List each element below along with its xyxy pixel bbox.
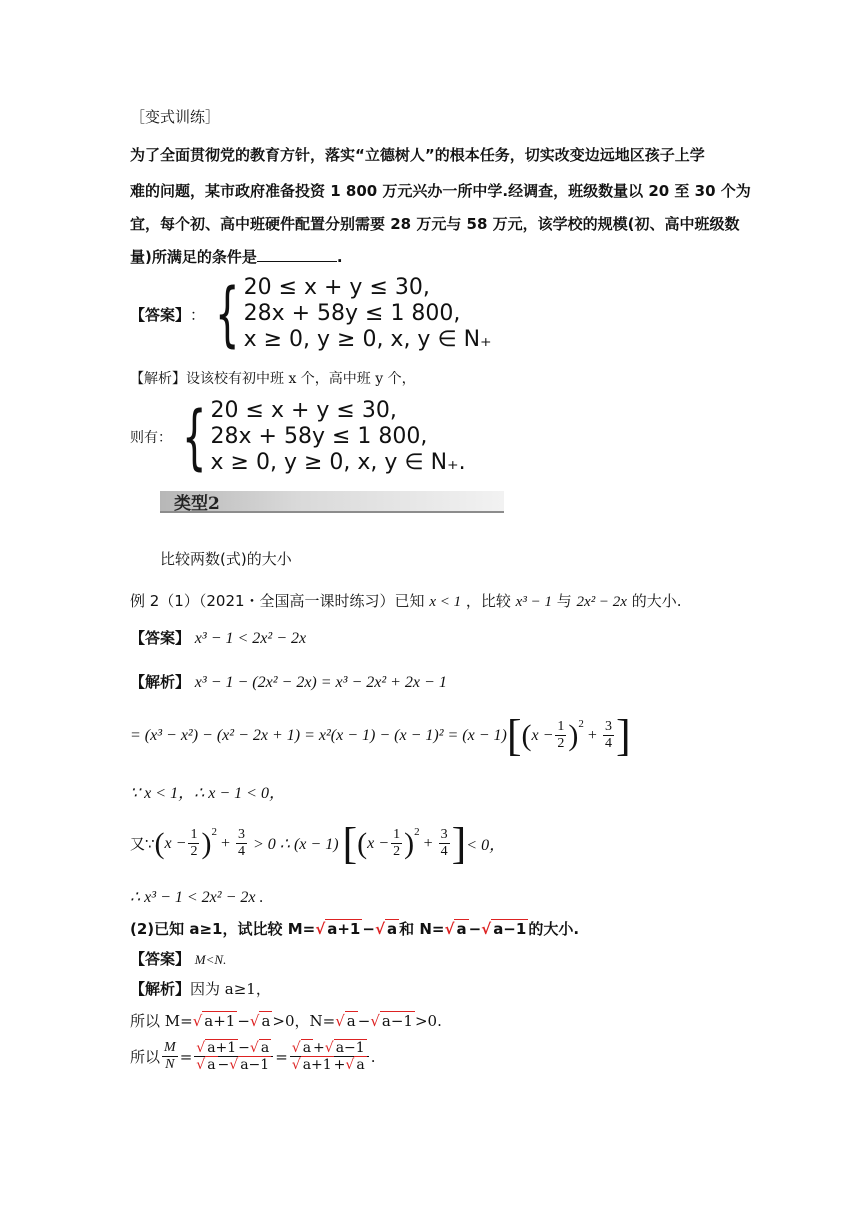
sqrt-icon: √ <box>315 920 326 938</box>
left-paren-icon: ( <box>521 718 532 752</box>
part2-so1 <box>130 1010 442 1031</box>
part2-question <box>130 918 579 939</box>
left-paren-icon: ( <box>154 826 165 860</box>
left-brace-icon: { <box>215 273 240 355</box>
example2-step1 <box>130 671 447 692</box>
right-bracket-icon: ] <box>615 711 631 760</box>
right-paren-icon: ) <box>201 826 212 860</box>
so1-h: a−1 <box>381 1012 413 1030</box>
part2-answer <box>130 948 226 969</box>
sqrt-icon: √ <box>291 1057 301 1073</box>
sqrt-icon: √ <box>196 1057 206 1073</box>
answer1-system <box>244 275 492 353</box>
part2-analysis <box>130 978 271 999</box>
example2-step1-expr: x³ − 1 − (2x² − 2x) = x³ − 2x² + 2x − 1 <box>194 674 447 691</box>
so1-d: a <box>261 1012 271 1030</box>
three-den: 4 <box>440 844 448 859</box>
frac2-den: √ a −√ a−1 <box>196 1057 270 1073</box>
section-title: ［变式训练］ <box>130 108 221 126</box>
third-fraction <box>290 1040 369 1073</box>
plus-sign: + <box>423 834 433 852</box>
analysis1-block <box>130 398 466 476</box>
example2-answer <box>130 627 306 648</box>
example2-mid2: 与 <box>556 592 572 610</box>
so1-a: 所以 M= <box>130 1012 193 1030</box>
sqrt-icon: √ <box>444 920 455 938</box>
example2-step4-mid: > 0 ∴ (x − 1) <box>252 835 339 853</box>
answer-blank <box>257 247 337 262</box>
so2-prefix: 所以 <box>130 1048 161 1066</box>
example2-analysis-label: 【解析】 <box>130 673 191 691</box>
part2-q-e: 和 N= <box>399 920 445 938</box>
frac1-den: N <box>165 1057 175 1072</box>
three-quarter-fraction <box>603 719 614 752</box>
problem-line-4-end: . <box>336 248 343 266</box>
answer1-colon: ： <box>190 305 206 324</box>
step4-x: x − <box>164 834 187 852</box>
square-exponent: 2 <box>578 718 584 730</box>
so1-c: − <box>237 1012 250 1030</box>
analysis1-prefix: 则有： <box>130 430 172 446</box>
half-fraction <box>188 827 199 860</box>
sqrt-icon: √ <box>249 1040 259 1056</box>
square-exponent: 2 <box>211 826 217 838</box>
analysis1-line: 【解析】设该校有初中班 x 个，高中班 y 个， <box>130 371 416 387</box>
answer1-label: 【答案】 <box>130 305 191 324</box>
frac3-den-a: a+1 <box>302 1057 332 1073</box>
three-quarter-fraction <box>236 827 247 860</box>
example2-step2-expr: = (x³ − x²) − (x² − 2x + 1) = x²(x − 1) − (x − 1)² = (x − 1) <box>130 726 507 744</box>
part2-q-c: − <box>362 920 375 938</box>
frac3-num-a: a <box>302 1040 312 1056</box>
subtopic-title: 比较两数(式)的大小 <box>160 550 292 568</box>
example2-step2-x: x − <box>531 726 554 744</box>
equals-sign: = <box>179 1047 193 1066</box>
example2-step2 <box>130 710 631 761</box>
sqrt-icon: √ <box>249 1012 260 1030</box>
so1-e: >0，N= <box>272 1012 336 1030</box>
right-paren-icon: ) <box>404 826 415 860</box>
part2-q-h: a−1 <box>493 920 527 938</box>
problem-line-3: 宜，每个初、高中班硬件配置分别需要 28 万元与 58 万元，该学校的规模(初、高中班级数 <box>130 215 740 233</box>
part2-so2 <box>130 1040 375 1073</box>
sqrt-icon: √ <box>192 1012 203 1030</box>
part2-q-g: − <box>468 920 482 938</box>
example2-suffix: 的大小. <box>631 592 682 610</box>
half-fraction <box>391 827 402 860</box>
half-den: 2 <box>557 736 565 751</box>
so1-g: − <box>357 1012 371 1030</box>
sqrt-icon: √ <box>345 1057 355 1073</box>
half-den: 2 <box>393 844 401 859</box>
plus-sign: + <box>587 726 597 744</box>
frac2-num: √ a+1 −√ a <box>194 1040 273 1057</box>
half-den: 2 <box>190 844 198 859</box>
three-den: 4 <box>604 736 612 751</box>
part2-analysis-text: 因为 a≥1， <box>190 980 271 998</box>
part2-q-b: a+1 <box>327 920 361 938</box>
frac1-num: M <box>164 1040 176 1055</box>
sqrt-icon: √ <box>370 1012 380 1030</box>
frac2-num-a: a+1 <box>207 1040 237 1056</box>
sqrt-icon: √ <box>374 920 385 938</box>
frac2-num-b: a <box>260 1040 270 1056</box>
answer1-eq1: 20 ≤ x + y ≤ 30, <box>243 275 430 300</box>
so1-i: >0. <box>414 1012 442 1030</box>
example2-step5: ∴ x³ − 1 < 2x² − 2x . <box>130 889 264 906</box>
frac3-den-b: a <box>356 1057 365 1073</box>
example2-step3: ∵ x < 1，∴ x − 1 < 0， <box>130 785 285 802</box>
example2-cond: x < 1 <box>429 594 462 610</box>
left-paren-icon: ( <box>357 826 368 860</box>
banner-label: 类型2 <box>174 494 220 514</box>
answer1-block <box>130 275 492 353</box>
answer1-eq2: 28x + 58y ≤ 1 800, <box>243 301 461 326</box>
equals-sign: = <box>275 1047 288 1066</box>
part2-answer-value: M<N. <box>194 952 227 967</box>
example2-answer-value: x³ − 1 < 2x² − 2x <box>194 630 307 647</box>
step4-x2: x − <box>367 834 390 852</box>
half-num: 1 <box>557 719 565 734</box>
m-over-n-fraction <box>162 1040 178 1073</box>
left-brace-icon: { <box>182 396 207 478</box>
example2-prefix: 例 2（1）（2021・全国高一课时练习）已知 <box>130 592 425 610</box>
half-fraction <box>555 719 566 752</box>
example2-mid1: ，比较 <box>465 592 511 610</box>
plus-sign: + <box>220 834 230 852</box>
three-num: 3 <box>440 827 448 842</box>
answer1-eq3: x ≥ 0, y ≥ 0, x, y ∈ N₊ <box>243 327 492 352</box>
example2-step4 <box>130 818 505 869</box>
problem-line-1: 为了全面贯彻党的教育方针，落实“立德树人”的根本任务，切实改变边远地区孩子上学 <box>130 146 705 164</box>
part2-q-d: a <box>386 920 398 938</box>
example2-question <box>130 590 682 611</box>
sqrt-icon: √ <box>481 920 492 938</box>
sqrt-icon: √ <box>229 1057 239 1073</box>
so2-end: . <box>370 1047 376 1066</box>
example2-step4-prefix: 又∵ <box>130 835 155 853</box>
square-exponent: 2 <box>414 826 420 838</box>
right-bracket-icon: ] <box>451 819 467 868</box>
part2-analysis-label: 【解析】 <box>130 980 191 998</box>
frac2-den-a: a <box>207 1057 216 1073</box>
part2-q-i: 的大小. <box>528 920 580 938</box>
example2-expr-a: x³ − 1 <box>515 594 552 610</box>
analysis1-eq1: 20 ≤ x + y ≤ 30, <box>210 398 397 423</box>
analysis1-eq2: 28x + 58y ≤ 1 800, <box>210 424 428 449</box>
example2-step4-end: < 0， <box>466 837 506 854</box>
so1-b: a+1 <box>204 1012 236 1030</box>
problem-line-2: 难的问题，某市政府准备投资 1 800 万元兴办一所中学.经调查，班级数量以 20 至 30 个为 <box>130 182 751 200</box>
frac3-num: √ a +√ a−1 <box>290 1040 369 1057</box>
problem-line-4 <box>130 246 343 267</box>
frac3-num-b: a−1 <box>335 1040 365 1056</box>
frac2-den-b: a−1 <box>240 1057 270 1073</box>
problem-line-4-text: 量)所满足的条件是 <box>130 248 257 266</box>
example2-answer-label: 【答案】 <box>130 629 191 647</box>
half-num: 1 <box>190 827 198 842</box>
so1-f: a <box>346 1012 356 1030</box>
sqrt-icon: √ <box>291 1040 301 1056</box>
example2-expr-b: 2x² − 2x <box>576 594 627 610</box>
sqrt-icon: √ <box>196 1040 206 1056</box>
sqrt-icon: √ <box>335 1012 345 1030</box>
analysis1-system <box>211 398 466 476</box>
half-num: 1 <box>393 827 401 842</box>
part2-answer-label: 【答案】 <box>130 950 191 968</box>
three-num: 3 <box>604 719 612 734</box>
right-paren-icon: ) <box>568 718 579 752</box>
three-num: 3 <box>237 827 245 842</box>
three-den: 4 <box>237 844 245 859</box>
frac3-den: √ a+1 +√ a <box>291 1057 365 1073</box>
three-quarter-fraction <box>439 827 450 860</box>
part2-q-a: (2)已知 a≥1，试比较 M= <box>130 920 316 938</box>
left-bracket-icon: [ <box>342 819 358 868</box>
sqrt-icon: √ <box>324 1040 334 1056</box>
part2-q-f: a <box>456 920 467 938</box>
analysis1-eq3: x ≥ 0, y ≥ 0, x, y ∈ N₊. <box>210 450 466 475</box>
section-banner <box>160 491 504 513</box>
left-bracket-icon: [ <box>506 711 522 760</box>
second-fraction <box>194 1040 273 1073</box>
